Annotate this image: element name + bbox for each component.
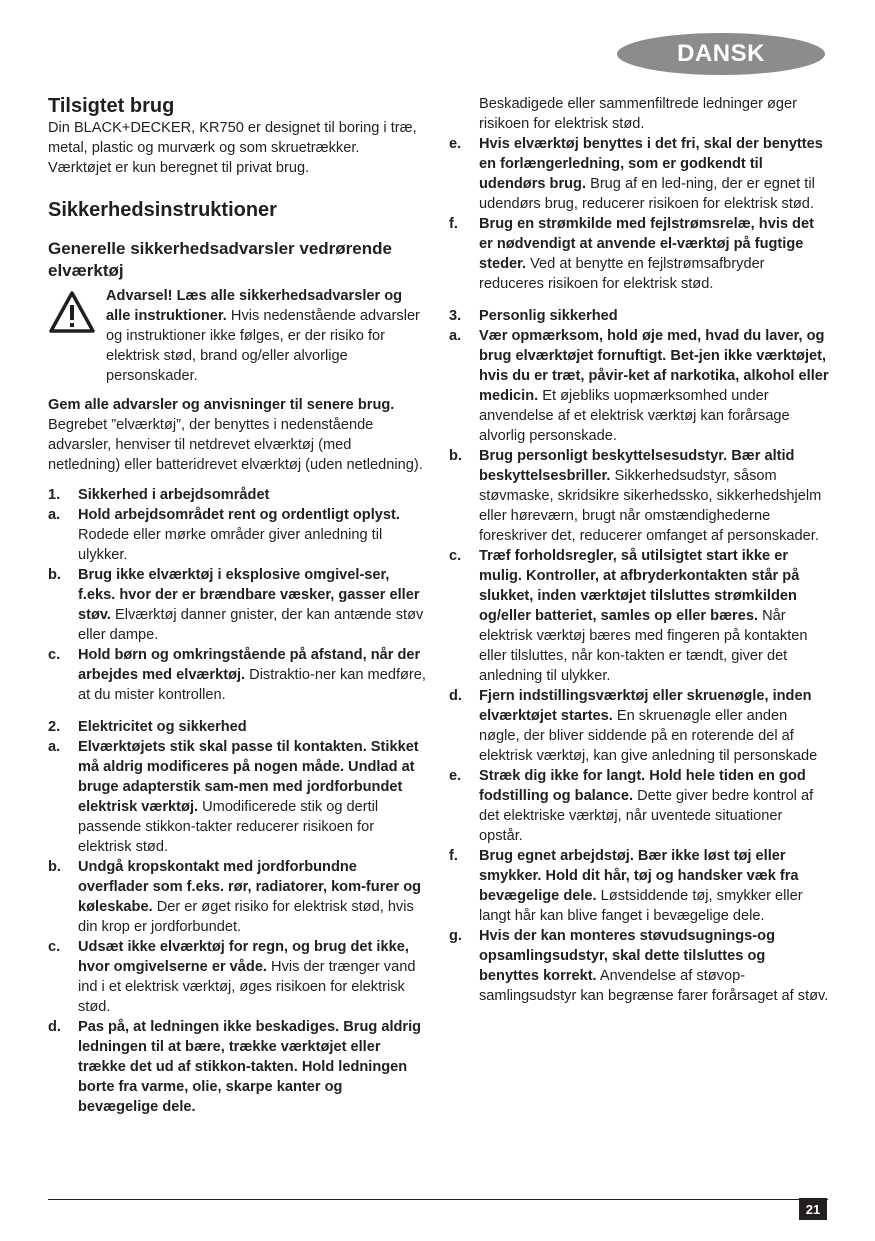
- left-column: [48, 94, 426, 1117]
- list-item: c. Udsæt ikke elværktøj for regn, og brug det ikke, hvor omgivelserne er våde. Hvis der trænger vand ind i et elektrisk værktøj, øges risikoen for elektrisk stød.: [48, 939, 416, 1015]
- list-item: f. Brug egnet arbejdstøj. Bær ikke løst tøj eller smykker. Hold dit hår, tøj og handsker væk fra bevægelige dele. Løstsiddende tøj, smykker eller langt hår kan blive fanget i bevægelige dele.: [449, 848, 803, 924]
- list-item: e. Stræk dig ikke for langt. Hold hele tiden en god fodstilling og balance. Dette giver bedre kontrol af det elektriske værktøj, når uventede situationer opstår.: [449, 768, 814, 844]
- intended-use-heading: Tilsigtet brug: [48, 95, 175, 117]
- intended-use-text: Din BLACK+DECKER, KR750 er designet til boring i træ, metal, plastic og murværk og som skruetrækker. Værktøjet er kun beregnet til privat brug.: [48, 120, 417, 176]
- list-item-continuation: Beskadigede eller sammenfiltrede ledninger øger risikoen for elektrisk stød.: [479, 96, 797, 132]
- right-column: [449, 94, 829, 1006]
- list-item: d. Fjern indstillingsværktøj eller skruenøgle, inden elværktøjet startes. En skruenøgle eller anden nøgle, der bliver siddende på en roterende del af elektrisk værktøj, kan give anledning til personskade: [449, 688, 818, 764]
- list-item: a. Hold arbejdsområdet rent og ordentligt oplyst. Rodede eller mørke områder giver anledning til ulykker.: [48, 507, 400, 563]
- general-warnings-heading: Generelle sikkerhedsadvarsler vedrørende elværktøj: [48, 239, 392, 280]
- safety-heading: Sikkerhedsinstruktioner: [48, 199, 277, 221]
- section-heading-2: 2. Elektricitet og sikkerhed: [48, 719, 247, 735]
- list-item: a. Elværktøjets stik skal passe til kontakten. Stikket må aldrig modificeres på nogen måde. Undlad at bruge adapterstik sam-men med jordforbundet elektrisk værktøj. Umodificerede stik og dertil passende stikkon-takter reducerer risikoen for elektrisk stød.: [48, 739, 419, 855]
- list-item: b. Brug ikke elværktøj i eksplosive omgivel-ser, f.eks. hvor der er brændbare væsker, gasser eller støv. Elværktøj danner gnister, der kan antænde støv eller dampe.: [48, 567, 424, 643]
- list-item: a. Vær opmærksom, hold øje med, hvad du laver, og brug elværktøjet fornuftigt. Bet-jen ikke værktøjet, hvis du er træt, påvir-ket af narkotika, alkohol eller medicin. Et øjebliks uopmærksomhed under anvendelse af et elektrisk værktøj kan forårsage alvorlig personskade.: [449, 328, 829, 444]
- list-item: f. Brug en strømkilde med fejlstrømsrelæ, hvis det er nødvendigt at anvende el-værktøj på fugtige steder. Ved at benytte en fejlstrømsafbryder reduceres risikoen for elektrisk stød.: [449, 216, 814, 292]
- list-item: e. Hvis elværktøj benyttes i det fri, skal der benyttes en forlængerledning, som er godkendt til udendørs brug. Brug af en led-ning, der er egnet til udendørs brug, reducerer risikoen for elektrisk stød.: [449, 136, 823, 212]
- list-item: b. Undgå kropskontakt med jordforbundne overflader som f.eks. rør, radiatorer, kom-furer og køleskabe. Der er øget risiko for elektrisk stød, hvis din krop er jordforbundet.: [48, 859, 422, 935]
- list-item: c. Træf forholdsregler, så utilsigtet start ikke er mulig. Kontroller, at afbryderkontakten står på slukket, inden værktøjet tilsluttes strømkilden og/eller batteriet, samles op eller bæres. Når elektrisk værktøj bæres med fingeren på kontakten eller tilsluttes, når kon-takten er tændt, giver det anledning til ulykker.: [449, 548, 808, 684]
- page-number: 21: [799, 1198, 827, 1220]
- warning-triangle-icon: [48, 286, 106, 386]
- footer-divider: [48, 1199, 828, 1200]
- language-badge: DANSK: [617, 33, 825, 75]
- list-item: c. Hold børn og omkringstående på afstand, når der arbejdes med elværktøj. Distraktio-ner kan medføre, at du mister kontrollen.: [48, 647, 426, 703]
- list-item: g. Hvis der kan monteres støvudsugnings-og opsamlingsudstyr, skal dette tilsluttes og benyttes korrekt. Anvendelse af støvop-samlingsudstyr kan begrænse farer forårsaget af støv.: [449, 928, 829, 1004]
- warning-text: Advarsel! Læs alle sikkerhedsadvarsler og alle instruktioner. Hvis nedenstående advarsler og instruktioner ikke følges, er der risiko for elektrisk stød, brand og/eller alvorlige personskader.: [106, 288, 420, 384]
- list-item: d. Pas på, at ledningen ikke beskadiges. Brug aldrig ledningen til at bære, trække værktøjet eller trække det ud af stikkon-takten. Hold ledningen borte fra varme, olie, skarpe kanter og bevægelige dele.: [48, 1019, 422, 1115]
- warning-block: [48, 286, 426, 386]
- section-heading-1: 1. Sikkerhed i arbejdsområdet: [48, 487, 270, 503]
- list-item: b. Brug personligt beskyttelsesudstyr. Bær altid beskyttelsesbriller. Sikkerhedsudstyr, såsom støvmaske, skridsikre sikerhedssko, sikkerhedshjelm eller høreværn, brugt når omstændighederne foreskriver det, reducerer omfanget af personskader.: [449, 448, 822, 544]
- save-instructions-text: Gem alle advarsler og anvisninger til senere brug. Begrebet ”elværktøj”, der benyttes i nedenstående advarsler, henviser til netdrevet elværktøj (med netledning) eller batteridrevet elværktøj (uden netledning).: [48, 397, 423, 473]
- section-heading-3: 3. Personlig sikkerhed: [449, 308, 618, 324]
